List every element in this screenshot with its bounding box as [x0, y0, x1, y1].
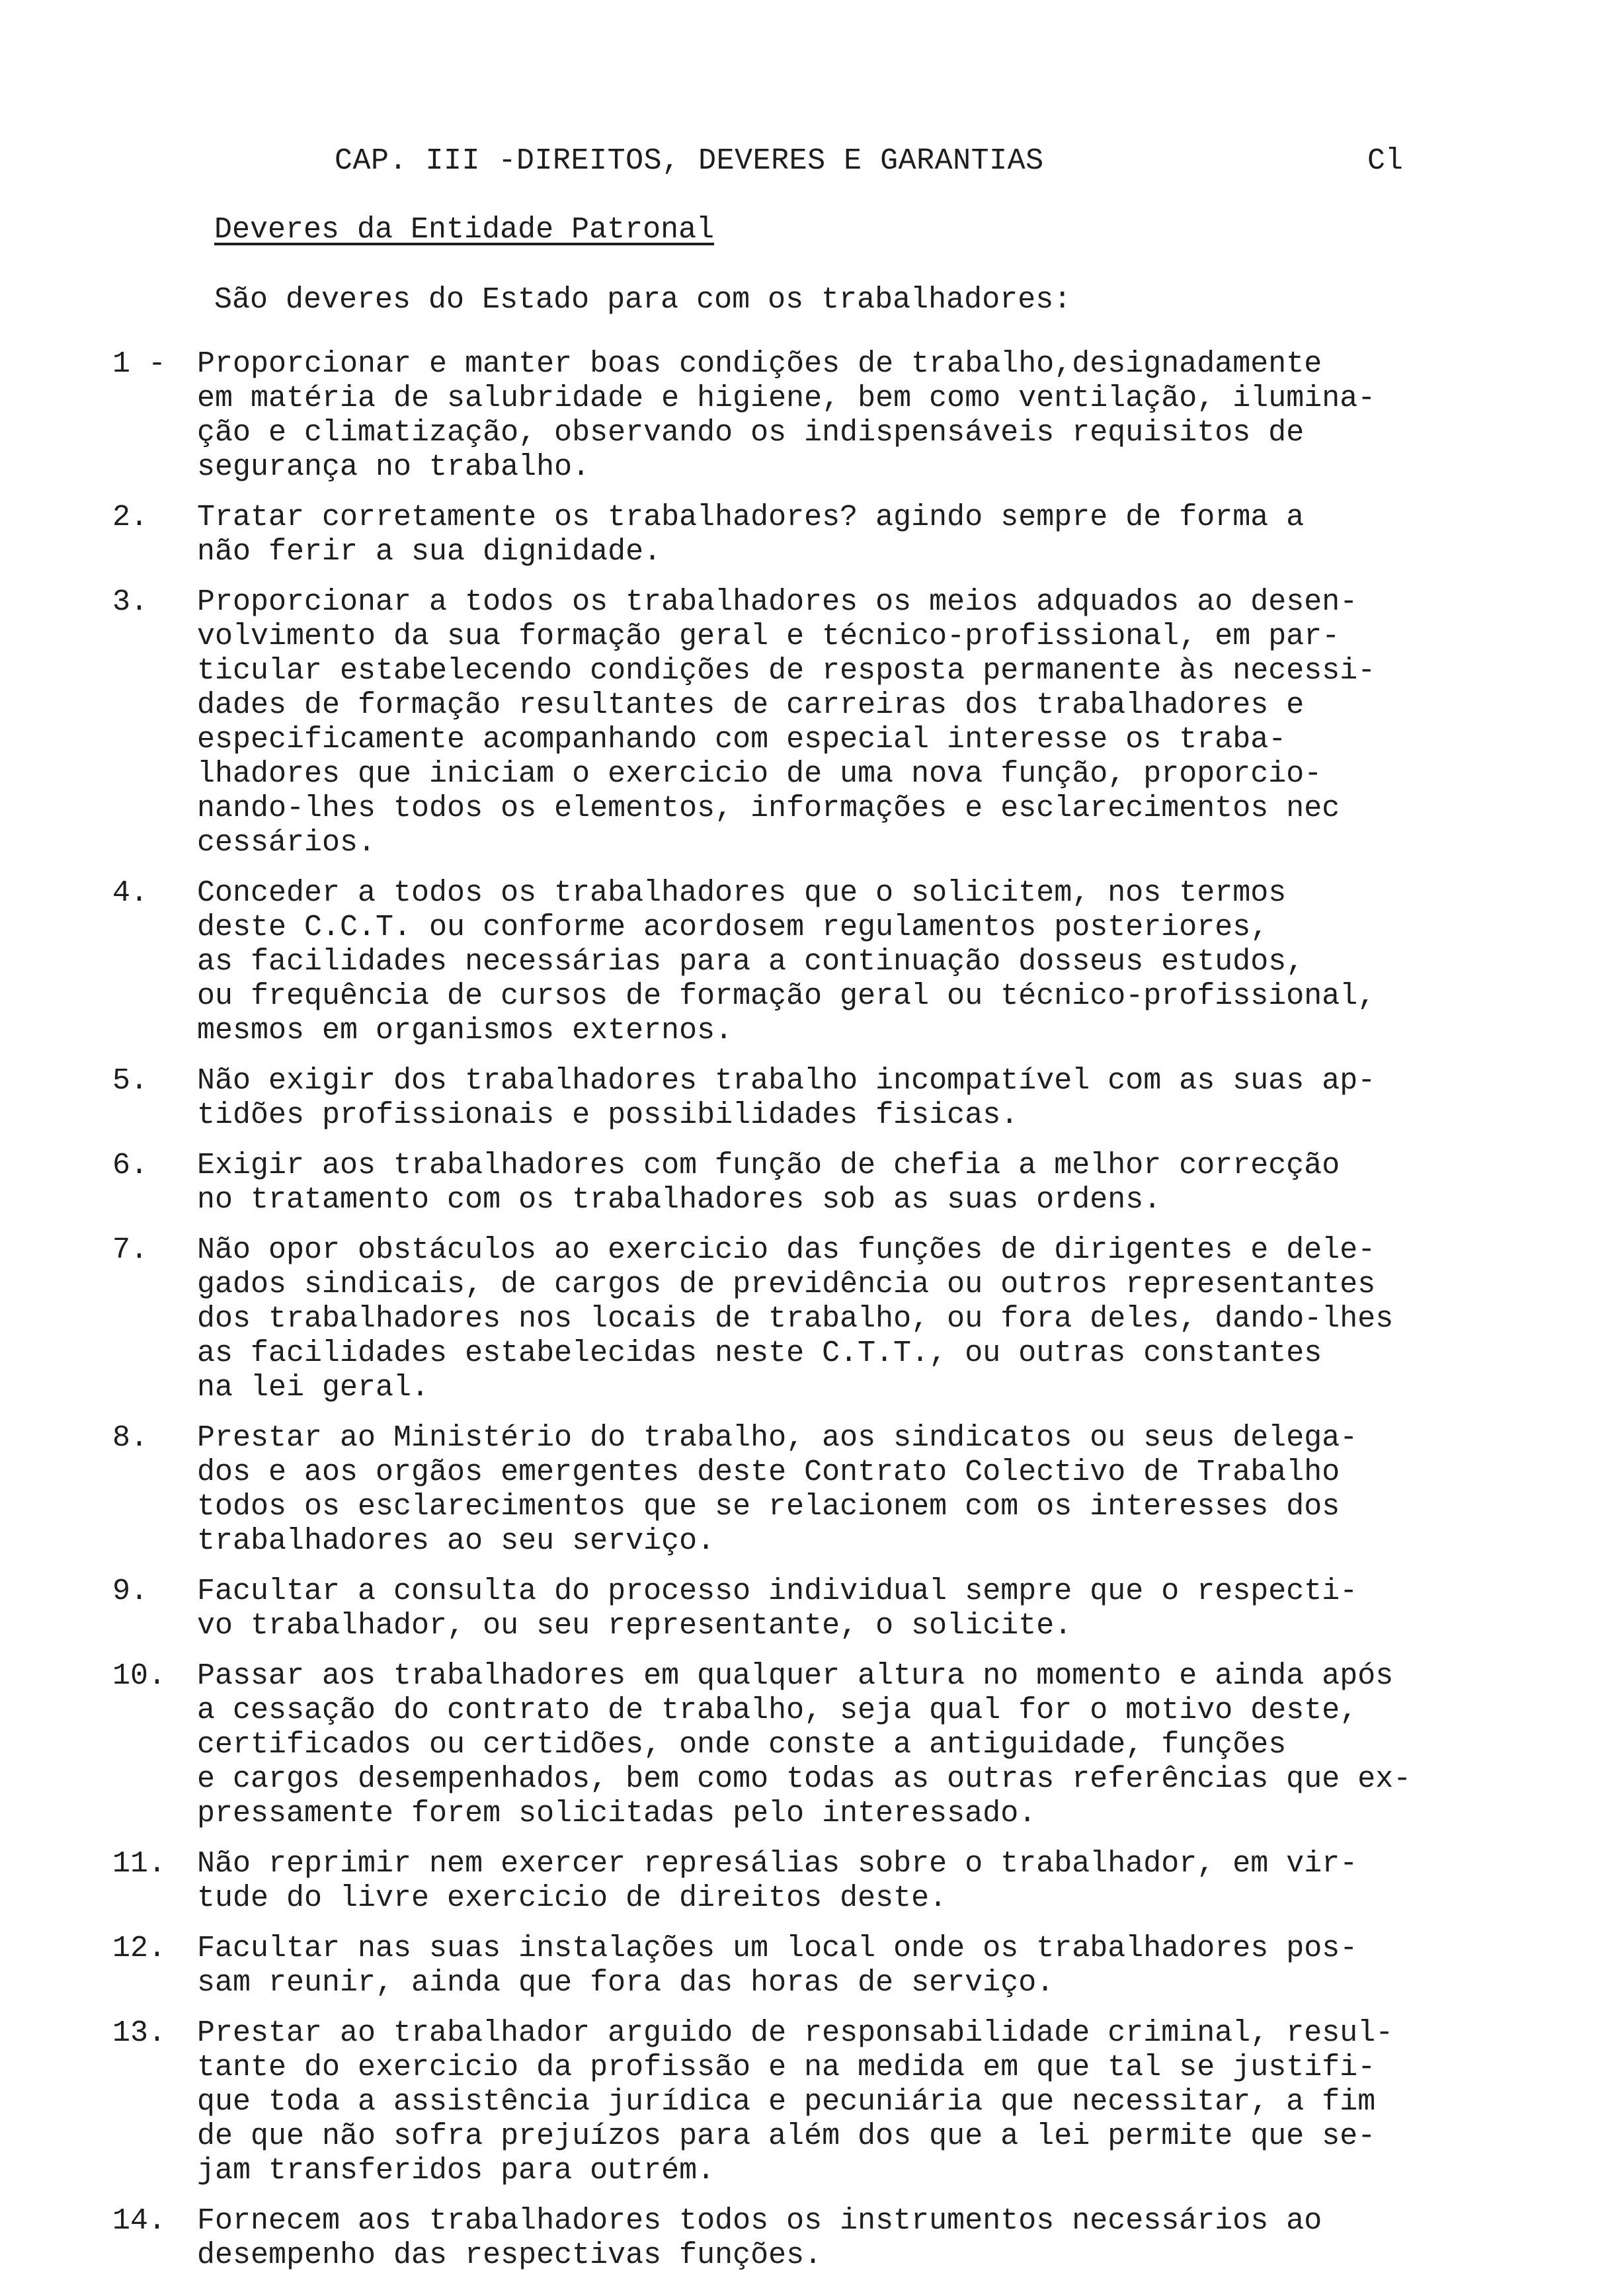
list-item: [112, 501, 1560, 569]
item-number: 7.: [112, 1233, 149, 1267]
item-number: 1 -: [112, 347, 167, 381]
item-text: Proporcionar a todos os trabalhadores os meios adquados ao desen- volvimento da sua formação geral e técnico-profissional, em par- ticular estabelecendo condições de resposta permanente às necessi- dades de formação resultantes de carreiras dos trabalhadores e especificamente acompanhando com especial interesse os traba- lhadores que iniciam o exercicio de uma nova função, proporcio- nando-lhes todos os elementos, informações e esclarecimentos nec cessários.: [197, 585, 1376, 860]
item-number: 13.: [112, 2016, 167, 2050]
chapter-header: CAP. III -DIREITOS, DEVERES E GARANTIAS: [335, 144, 1044, 178]
item-number: 2.: [112, 501, 149, 534]
item-text: Proporcionar e manter boas condições de trabalho,designadamente em matéria de salubridade e higiene, bem como ventilação, ilumina- ção e climatização, observando os indispensáveis requisitos de segurança no trabalho.: [197, 347, 1376, 484]
list-item: [112, 347, 1560, 485]
list-item: [112, 2204, 1560, 2273]
item-text: Passar aos trabalhadores em qualquer altura no momento e ainda após a cessação do contrato de trabalho, seja qual for o motivo deste, certificados ou certidões, onde conste a antiguidade, funções e cargos desempenhados, bem como todas as outras referências que ex- pressamente forem solicitadas pelo interessado.: [197, 1659, 1412, 1830]
item-number: 11.: [112, 1847, 167, 1881]
section-title: Deveres da Entidade Patronal: [214, 213, 715, 247]
list-item: [112, 2016, 1560, 2188]
item-number: 4.: [112, 876, 149, 910]
item-text: Não exigir dos trabalhadores trabalho incompatível com as suas ap- tidões profissionais e possibilidades fisicas.: [197, 1064, 1376, 1132]
item-number: 9.: [112, 1575, 149, 1608]
item-text: Tratar corretamente os trabalhadores? agindo sempre de forma a não ferir a sua dignidade.: [197, 501, 1305, 569]
intro-text: São deveres do Estado para com os trabalhadores:: [214, 283, 1072, 317]
item-number: 10.: [112, 1659, 167, 1693]
list-item: [112, 1233, 1560, 1405]
item-text: Fornecem aos trabalhadores todos os instrumentos necessários ao desempenho das respectivas funções.: [197, 2204, 1322, 2272]
list-item: [112, 1149, 1560, 1217]
item-text: Não reprimir nem exercer represálias sobre o trabalhador, em vir- tude do livre exercicio de direitos deste.: [197, 1847, 1358, 1915]
item-number: 12.: [112, 1932, 167, 1965]
item-text: Exigir aos trabalhadores com função de chefia a melhor correcção no tratamento com os trabalhadores sob as suas ordens.: [197, 1149, 1340, 1217]
item-text: Facultar a consulta do processo individual sempre que o respecti- vo trabalhador, ou seu representante, o solicite.: [197, 1575, 1358, 1643]
list-item: [112, 1932, 1560, 2000]
list-item: [112, 1421, 1560, 1559]
item-text: Não opor obstáculos ao exercicio das funções de dirigentes e dele- gados sindicais, de cargos de previdência ou outros representantes dos trabalhadores nos locais de trabalho, ou fora deles, dando-lhes as facilidades estabelecidas neste C.T.T., ou outras constantes na lei geral.: [197, 1233, 1394, 1405]
duties-list: [112, 347, 1560, 2289]
list-item: [112, 1659, 1560, 1831]
item-number: 3.: [112, 585, 149, 619]
list-item: [112, 1847, 1560, 1916]
list-item: [112, 1575, 1560, 1643]
item-text: Prestar ao Ministério do trabalho, aos sindicatos ou seus delega- dos e aos orgãos emergentes deste Contrato Colectivo de Trabalho todos os esclarecimentos que se relacionem com os interesses dos trabalhadores ao seu serviço.: [197, 1421, 1358, 1558]
item-number: 8.: [112, 1421, 149, 1455]
item-text: Facultar nas suas instalações um local onde os trabalhadores pos- sam reunir, ainda que fora das horas de serviço.: [197, 1932, 1358, 2000]
item-number: 5.: [112, 1064, 149, 1098]
item-text: Prestar ao trabalhador arguido de responsabilidade criminal, resul- tante do exercicio da profissão e na medida em que tal se justifi- que toda a assistência jurídica e pecuniária que necessitar, a fim de que não sofra prejuízos para além dos que a lei permite que se- jam transferidos para outrém.: [197, 2016, 1394, 2188]
list-item: [112, 585, 1560, 860]
item-number: 14.: [112, 2204, 167, 2238]
item-text: Conceder a todos os trabalhadores que o solicitem, nos termos deste C.C.T. ou conforme acordosem regulamentos posteriores, as facilidades necessárias para a continuação dosseus estudos, ou frequência de cursos de formação geral ou técnico-profissional, mesmos em organismos externos.: [197, 876, 1376, 1047]
list-item: [112, 1064, 1560, 1133]
item-number: 6.: [112, 1149, 149, 1182]
list-item: [112, 876, 1560, 1048]
page-number: Cl: [1367, 144, 1404, 178]
